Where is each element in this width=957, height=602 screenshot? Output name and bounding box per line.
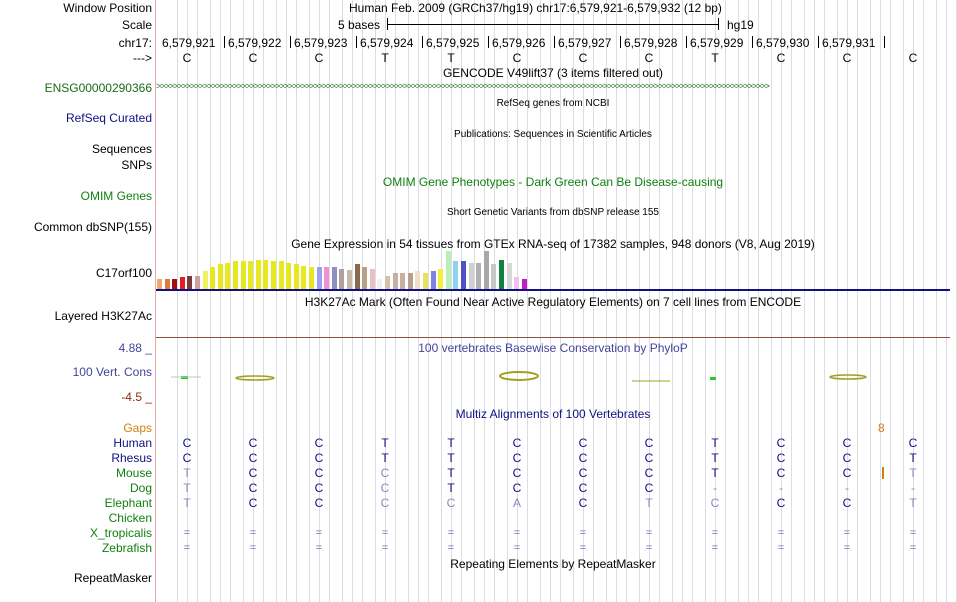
alignment-base: C [776, 496, 786, 510]
reference-base: C [248, 51, 258, 65]
gtex-tissue-bar[interactable] [347, 270, 352, 289]
alignment-base: C [776, 451, 786, 465]
reference-base: C [776, 51, 786, 65]
refseq-track-label[interactable]: RefSeq Curated [65, 111, 152, 125]
gtex-gene-label[interactable]: C17orf100 [95, 266, 152, 280]
gtex-tissue-bar[interactable] [294, 264, 299, 289]
alignment-base: C [380, 481, 390, 495]
alignment-base: C [512, 451, 522, 465]
gtex-tissue-bar[interactable] [446, 251, 451, 289]
alignment-base: - [779, 481, 783, 495]
reference-base: C [182, 51, 192, 65]
dbsnp-track-title: Short Genetic Variants from dbSNP release 155 [447, 207, 659, 218]
scale-bar-line [387, 24, 718, 25]
gtex-tissue-bar[interactable] [362, 267, 367, 289]
phylop-glyph [830, 375, 866, 379]
gtex-tissue-bar[interactable] [241, 261, 246, 289]
coordinate-tick [752, 36, 753, 48]
gencode-track-title: GENCODE V49lift37 (3 items filtered out) [442, 66, 664, 80]
strand-arrow-label: ---> [133, 51, 152, 65]
reference-base: T [711, 51, 719, 65]
coordinate-tick [356, 36, 357, 48]
gtex-tissue-bar[interactable] [431, 271, 436, 289]
alignment-base: C [842, 436, 852, 450]
alignment-base: C [644, 436, 654, 450]
gtex-tissue-bar[interactable] [279, 261, 284, 289]
coordinate-tick [224, 36, 225, 48]
alignment-base: = [909, 542, 917, 554]
alignment-base: = [777, 542, 785, 554]
gtex-tissue-bar[interactable] [210, 267, 215, 289]
phylop-glyph [236, 376, 274, 380]
alignment-base: C [578, 436, 588, 450]
gtex-tissue-bar[interactable] [187, 276, 192, 289]
alignment-base: T [183, 496, 191, 510]
gtex-tissue-bar[interactable] [332, 267, 337, 289]
phylop-track-label[interactable]: 100 Vert. Cons [72, 365, 152, 379]
alignment-base: = [315, 542, 323, 554]
alignment-base: - [845, 481, 849, 495]
h3k27ac-track-title: H3K27Ac Mark (Often Found Near Active Regulatory Elements) on 7 cell lines from ENCODE [304, 295, 802, 309]
alignment-base: = [513, 527, 521, 539]
alignment-base: C [182, 436, 192, 450]
gtex-tissue-bar[interactable] [172, 279, 177, 289]
chrom-label: chr17: [118, 36, 152, 50]
h3k27ac-track-label[interactable]: Layered H3K27Ac [54, 309, 152, 323]
gtex-tissue-bar[interactable] [263, 260, 268, 289]
alignment-base: = [711, 527, 719, 539]
species-label[interactable]: Zebrafish [101, 541, 152, 555]
alignment-base: C [248, 496, 258, 510]
alignment-base: = [843, 542, 851, 554]
h3k27ac-signal-line [156, 337, 950, 338]
gtex-tissue-bar[interactable] [469, 263, 474, 289]
alignment-base: T [909, 451, 917, 465]
alignment-base: C [248, 466, 258, 480]
alignment-base: C [314, 481, 324, 495]
species-label[interactable]: Dog [129, 481, 152, 495]
alignment-base: T [447, 436, 455, 450]
coordinate-label: 6,579,923 [294, 36, 348, 50]
phylop-track-title: 100 vertebrates Basewise Conservation by PhyloP [418, 341, 688, 355]
alignment-base: T [447, 451, 455, 465]
reference-base: C [578, 51, 588, 65]
gtex-tissue-bar[interactable] [484, 251, 489, 289]
alignment-base: C [578, 451, 588, 465]
gtex-tissue-bar[interactable] [157, 279, 162, 289]
alignment-base: T [909, 496, 917, 510]
alignment-base: C [512, 466, 522, 480]
gtex-tissue-bar[interactable] [324, 267, 329, 289]
alignment-base: C [314, 466, 324, 480]
coordinate-label: 6,579,922 [228, 36, 282, 50]
gtex-tissue-bar[interactable] [271, 261, 276, 289]
gtex-tissue-bar[interactable] [339, 269, 344, 289]
gtex-tissue-bar[interactable] [423, 273, 428, 289]
alignment-base: = [843, 527, 851, 539]
species-label[interactable]: Rhesus [111, 451, 152, 465]
coordinate-label: 6,579,921 [162, 36, 216, 50]
alignment-base: C [314, 436, 324, 450]
coordinate-label: 6,579,926 [492, 36, 546, 50]
alignment-base: C [908, 436, 918, 450]
alignment-base: T [645, 496, 653, 510]
alignment-base: = [381, 527, 389, 539]
coordinate-label: 6,579,924 [360, 36, 414, 50]
alignment-base: T [183, 481, 191, 495]
alignment-base: C [512, 481, 522, 495]
alignment-base: T [183, 466, 191, 480]
gtex-tissue-bar[interactable] [507, 263, 512, 289]
phylop-signal[interactable] [156, 368, 950, 388]
gtex-tissue-bar[interactable] [393, 273, 398, 289]
alignment-base: = [381, 542, 389, 554]
gtex-tissue-bar[interactable] [233, 261, 238, 289]
gtex-tissue-bar[interactable] [317, 267, 322, 289]
alignment-base: C [776, 466, 786, 480]
ensg-gene-feature[interactable] [156, 81, 950, 91]
alignment-base: C [842, 496, 852, 510]
dbsnp-track-label[interactable]: Common dbSNP(155) [33, 220, 152, 234]
alignment-base: = [249, 542, 257, 554]
coordinate-tick [488, 36, 489, 48]
alignment-base: C [314, 496, 324, 510]
alignment-base: T [711, 466, 719, 480]
gtex-tissue-bar[interactable] [203, 271, 208, 289]
gtex-tissue-bar[interactable] [286, 263, 291, 289]
alignment-base: C [578, 481, 588, 495]
gtex-tissue-bar[interactable] [415, 271, 420, 289]
species-label[interactable]: X_tropicalis [89, 526, 152, 540]
gtex-tissue-bar[interactable] [491, 264, 496, 289]
alignment-base: C [776, 436, 786, 450]
alignment-base: = [249, 527, 257, 539]
coordinate-label: 6,579,931 [822, 36, 876, 50]
gtex-tissue-bar[interactable] [195, 276, 200, 289]
phylop-min-label: -4.5 _ [121, 390, 152, 404]
alignment-base: T [909, 466, 917, 480]
gtex-tissue-bar[interactable] [514, 277, 519, 289]
alignment-base: T [381, 451, 389, 465]
gtex-tissue-bar[interactable] [355, 264, 360, 289]
coordinate-label: 6,579,929 [690, 36, 744, 50]
alignment-base: = [315, 527, 323, 539]
alignment-base: C [380, 496, 390, 510]
alignment-base: = [513, 542, 521, 554]
gtex-tissue-bar[interactable] [301, 266, 306, 289]
gtex-tissue-bar[interactable] [385, 276, 390, 289]
alignment-base: C [710, 496, 720, 510]
phylop-peak [710, 377, 716, 380]
alignment-base: = [711, 542, 719, 554]
coordinate-tick [422, 36, 423, 48]
alignment-base: - [713, 481, 717, 495]
scale-bar-text: 5 bases [338, 18, 381, 32]
alignment-base: = [579, 527, 587, 539]
repeatmasker-track-label[interactable]: RepeatMasker [73, 571, 152, 585]
alignment-base: C [644, 481, 654, 495]
alignment-base: C [644, 466, 654, 480]
snps-track-label[interactable]: SNPs [121, 158, 152, 172]
alignment-base: C [380, 466, 390, 480]
alignment-base: = [579, 542, 587, 554]
multiz-track-title: Multiz Alignments of 100 Vertebrates [455, 407, 651, 421]
coordinate-tick [554, 36, 555, 48]
gtex-track-title: Gene Expression in 54 tissues from GTEx RNA-seq of 17382 samples, 948 donors (V8, Aug 2019) [291, 237, 815, 251]
gtex-tissue-bar[interactable] [453, 261, 458, 289]
gtex-tissue-bar[interactable] [461, 261, 466, 289]
alignment-base: = [447, 527, 455, 539]
reference-base: C [644, 51, 654, 65]
coordinate-tick [620, 36, 621, 48]
coordinate-label: 6,579,930 [756, 36, 810, 50]
reference-base: C [314, 51, 324, 65]
alignment-base: C [842, 451, 852, 465]
alignment-base: = [447, 542, 455, 554]
alignment-base: C [182, 451, 192, 465]
alignment-base: T [447, 481, 455, 495]
coordinate-label: 6,579,928 [624, 36, 678, 50]
alignment-base: C [578, 496, 588, 510]
coordinate-tick [290, 36, 291, 48]
gap-count: 8 [878, 421, 885, 435]
window-position-label: Window Position [63, 1, 152, 15]
repeatmasker-track-title: Repeating Elements by RepeatMasker [450, 557, 656, 571]
gtex-tissue-bar[interactable] [256, 260, 261, 289]
gaps-label: Gaps [123, 421, 152, 435]
reference-base: T [447, 51, 455, 65]
alignment-base: C [248, 451, 258, 465]
coordinate-tick [884, 36, 885, 48]
phylop-glyph [500, 372, 538, 380]
omim-track-label[interactable]: OMIM Genes [80, 189, 152, 203]
alignment-base: C [314, 451, 324, 465]
track-label-panel [0, 0, 155, 602]
alignment-base: = [183, 527, 191, 539]
gtex-baseline [156, 289, 950, 291]
gtex-tissue-bar[interactable] [476, 263, 481, 289]
gtex-tissue-bar[interactable] [225, 263, 230, 289]
assembly-title: Human Feb. 2009 (GRCh37/hg19) chr17:6,579,921-6,579,932 (12 bp) [349, 1, 722, 15]
species-label[interactable]: Elephant [104, 496, 152, 510]
species-label[interactable]: Human [113, 436, 152, 450]
reference-base: C [908, 51, 918, 65]
alignment-base: - [911, 481, 915, 495]
alignment-base: T [711, 436, 719, 450]
coordinate-label: 6,579,927 [558, 36, 612, 50]
alignment-base: = [645, 542, 653, 554]
omim-track-title: OMIM Gene Phenotypes - Dark Green Can Be Disease-causing [382, 175, 724, 189]
alignment-base: = [183, 542, 191, 554]
ensg-gene-arrows: >>>>>>>>>>>>>>>>>>>>>>>>>>>>>>>>>>>>>>>>>>>>>>>>>>>>>>>>>>>>>>>>>>>>>>>>>>>>>>>>>>>>>>>>>>>>>>>>>>>>>>>>>>>>>>>>>>>>>>>>>>>>>>>>>>>>>>>>>>>>>>>> [156, 81, 769, 91]
alignment-base: C [248, 436, 258, 450]
mouse-insertion-marker [882, 467, 884, 479]
reference-base: C [842, 51, 852, 65]
reference-base: C [512, 51, 522, 65]
alignment-base: C [512, 436, 522, 450]
alignment-base: = [645, 527, 653, 539]
alignment-base: C [644, 451, 654, 465]
species-label[interactable]: Chicken [108, 511, 152, 525]
gtex-tissue-bar[interactable] [370, 269, 375, 289]
sequences-track-label[interactable]: Sequences [91, 142, 152, 156]
alignment-base: C [248, 481, 258, 495]
alignment-base: T [381, 436, 389, 450]
gtex-tissue-bar[interactable] [377, 279, 382, 289]
alignment-base: T [711, 451, 719, 465]
publications-track-title: Publications: Sequences in Scientific Articles [454, 129, 652, 140]
phylop-max-label: 4.88 _ [118, 341, 152, 355]
coordinate-label: 6,579,925 [426, 36, 480, 50]
alignment-base: = [909, 527, 917, 539]
gtex-tissue-bar[interactable] [165, 279, 170, 289]
gtex-tissue-bar[interactable] [180, 277, 185, 289]
scale-label: Scale [121, 18, 152, 32]
gtex-tissue-bar[interactable] [248, 261, 253, 289]
ensg-gene-label[interactable]: ENSG00000290366 [44, 81, 152, 95]
alignment-base: C [578, 466, 588, 480]
coordinate-tick [818, 36, 819, 48]
gtex-tissue-bar[interactable] [522, 279, 527, 289]
scale-bar-right-tick [718, 18, 719, 30]
gtex-tissue-bar[interactable] [400, 273, 405, 289]
species-label[interactable]: Mouse [115, 466, 152, 480]
gtex-tissue-bar[interactable] [408, 273, 413, 289]
alignment-base: T [447, 466, 455, 480]
alignment-base: = [777, 527, 785, 539]
assembly-name: hg19 [727, 18, 754, 32]
gtex-expression-chart[interactable] [156, 251, 950, 289]
alignment-base: C [842, 466, 852, 480]
alignment-base: C [446, 496, 456, 510]
refseq-track-title: RefSeq genes from NCBI [496, 98, 610, 109]
reference-base: T [381, 51, 389, 65]
gtex-tissue-bar[interactable] [218, 264, 223, 289]
gtex-tissue-bar[interactable] [499, 260, 504, 289]
coordinate-tick [686, 36, 687, 48]
gtex-tissue-bar[interactable] [309, 267, 314, 289]
alignment-base: A [512, 496, 521, 510]
gtex-tissue-bar[interactable] [438, 269, 443, 289]
